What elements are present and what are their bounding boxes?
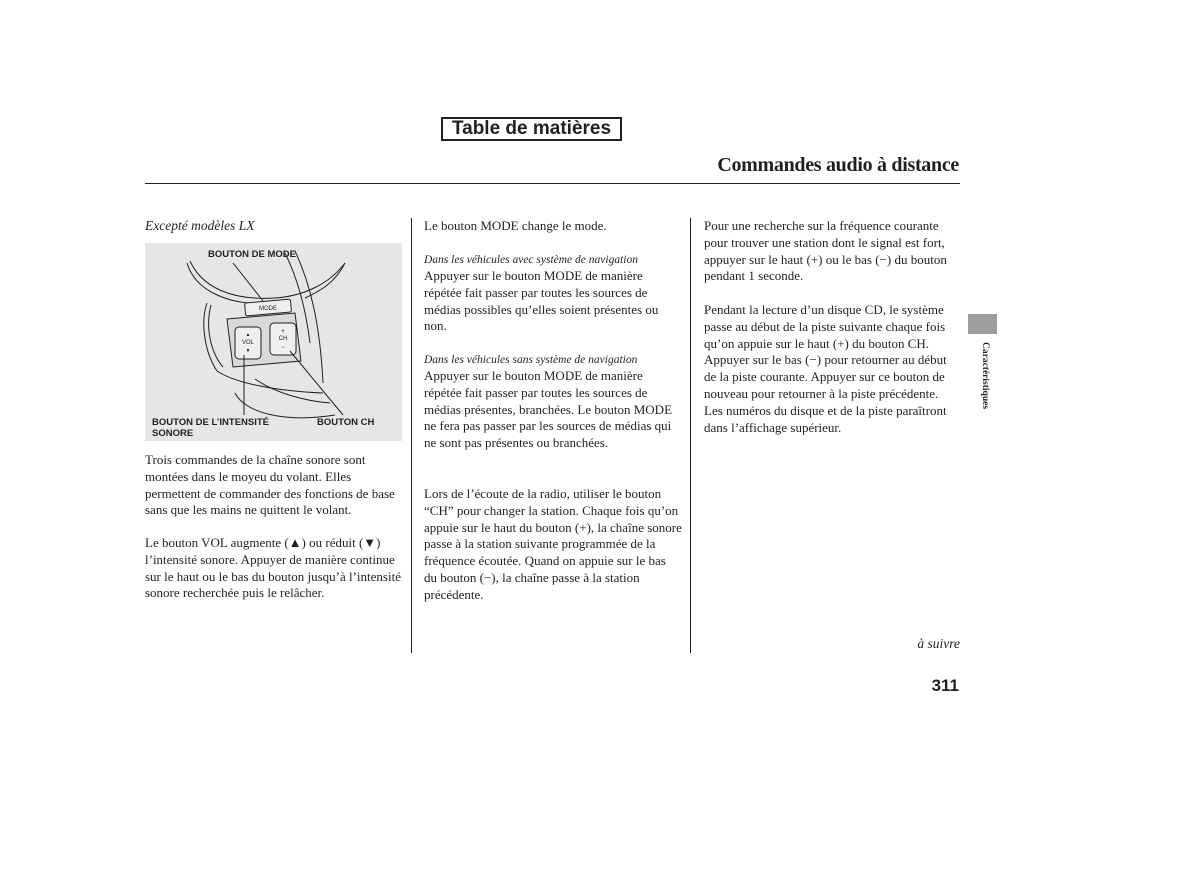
col1-paragraph-1: Trois commandes de la chaîne sonore sont montées dans le moyeu du volant. Elles permettent de commander des fonctions de base sans que les mains ne quittent le volant. — [145, 452, 395, 518]
col2-paragraph-4: Lors de l’écoute de la radio, utiliser le bouton “CH” pour changer la station. Chaque fois qu’on appuie sur le haut du bouton (+), la chaîne sonore passe à la station suivante programmée de la fréquence écoutée. Quand on appuie sur le bas du bouton (−), la chaîne passe à la station précédente. — [424, 486, 682, 602]
section-tab-marker — [968, 314, 997, 334]
col2-paragraph-2: Appuyer sur le bouton MODE de manière répétée fait passer par toutes les sources de médias possibles qu’elles soient présentes ou non. — [424, 268, 659, 334]
ch-plus-sign: + — [281, 329, 285, 335]
col2-paragraph-3: Appuyer sur le bouton MODE de manière répétée fait passer par toutes les sources de médias présentes, branchées. Le bouton MODE ne fera pas passer par les sources de médias qui ne sont pas présentes ou branchées. — [424, 368, 673, 451]
column-divider-1 — [411, 218, 412, 653]
volume-label-line1: BOUTON DE L’INTENSITÉ — [152, 417, 270, 428]
page-title: Commandes audio à distance — [717, 154, 959, 176]
mode-button-label: BOUTON DE MODE — [208, 249, 296, 260]
vol-down-arrow: ▼ — [245, 348, 251, 354]
col2-paragraph-1: Le bouton MODE change le mode. — [424, 218, 607, 233]
ch-minus-sign: − — [281, 345, 285, 351]
col2-note-1: Dans les véhicules avec système de navigation — [424, 254, 638, 266]
table-of-contents-button[interactable]: Table de matières — [441, 117, 622, 141]
column-divider-2 — [690, 218, 691, 653]
col3-paragraph-2: Pendant la lecture d’un disque CD, le système passe au début de la piste suivante chaque fois qu’on appuie sur le haut (+) du bouton CH. Appuyer sur le bas (−) pour retourner au début de la piste courante. Appuyer sur ce bouton de nouveau pour retourner à la piste précédente. Les numéros du disque et de la piste paraîtront dans l’affichage supérieur. — [704, 302, 947, 435]
col3-paragraph-1: Pour une recherche sur la fréquence courante pour trouver une station dont le signal est fort, appuyer sur le haut (+) ou le bas (−) du bouton pendant 1 seconde. — [704, 218, 947, 284]
volume-button-label — [152, 418, 269, 439]
ch-button-label: BOUTON CH — [317, 417, 375, 428]
steering-wheel-illustration — [145, 243, 402, 441]
vol-up-arrow: ▲ — [245, 332, 251, 338]
ch-button-text: CH — [278, 336, 288, 342]
steering-wheel-figure — [145, 243, 402, 441]
col2-note-2: Dans les véhicules sans système de navigation — [424, 354, 638, 366]
vol-button-text: VOL — [241, 340, 255, 346]
page-number: 311 — [931, 676, 959, 695]
col1-paragraph-2: Le bouton VOL augmente (▲) ou réduit (▼) l’intensité sonore. Appuyer de manière continue sur le haut ou le bas du bouton jusqu’à l’intensité sonore recherchée puis le relâcher. — [145, 535, 401, 601]
mode-button-text: MODE — [259, 306, 277, 312]
continued-note: à suivre — [917, 636, 960, 651]
section-tab-label: Caractéristiques — [980, 342, 990, 410]
title-divider — [145, 183, 960, 184]
figure-caption: Excepté modèles LX — [145, 218, 255, 233]
volume-label-line2: SONORE — [152, 427, 194, 439]
